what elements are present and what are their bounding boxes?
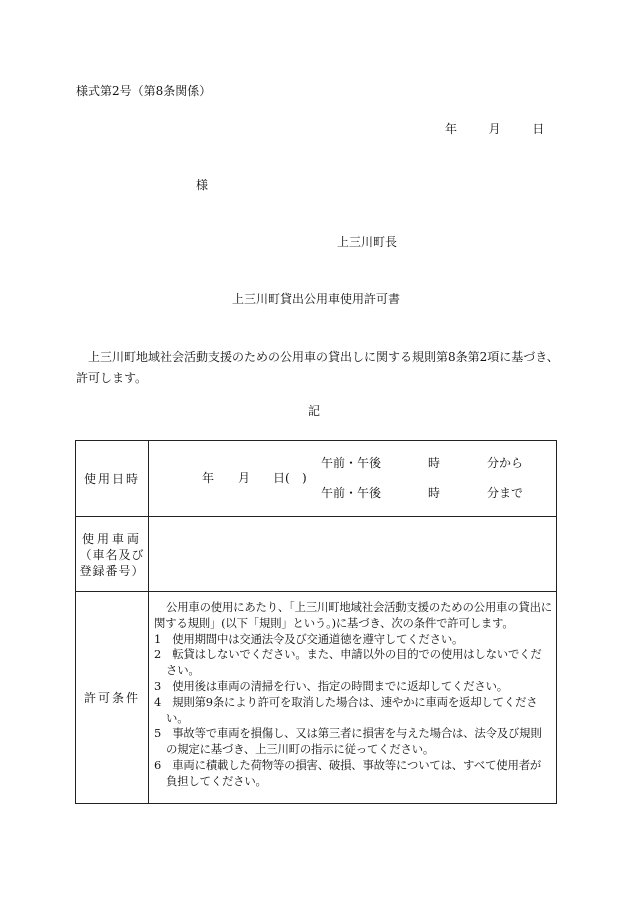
usage-year: 年: [202, 471, 215, 485]
conditions-row: [76, 591, 556, 803]
date-day: 日: [532, 122, 545, 136]
form-number: 様式第2号（第8条関係）: [76, 84, 212, 98]
usage-day-close: ): [302, 471, 307, 485]
ki-heading: 記: [308, 404, 321, 418]
vehicle-label-line1: 使用車両: [81, 531, 142, 546]
permit-table: [75, 440, 557, 804]
condition-item: 3 使用後は車両の清掃を行い、指定の時間までに返却してください。: [154, 678, 508, 693]
start-hour: 時: [428, 456, 441, 470]
vehicle-cell: [149, 517, 556, 591]
body-paragraph: [76, 347, 566, 389]
vehicle-label-line2: （車名及び: [79, 547, 145, 562]
usage-datetime-cell: [149, 441, 556, 516]
condition-item: 1 使用期間中は交通法令及び交通道徳を遵守してください。: [154, 631, 464, 646]
conditions-intro: 公用車の使用にあたり、「上三川町地域社会活動支援のための公用車の貸出に関する規則」(以下「規則」という。)に基づき、次の条件で許可します。: [154, 600, 552, 630]
vehicle-label: [76, 517, 148, 592]
vehicle-row: [76, 516, 556, 591]
conditions-text: [154, 600, 552, 790]
condition-item: 4 規則第9条により許可を取消した場合は、速やかに車両を返却してください。: [154, 694, 538, 725]
date-year: 年: [445, 122, 458, 136]
document-title: 上三川町貸出公用車使用許可書: [232, 292, 401, 306]
usage-datetime-label: 使用日時: [83, 471, 140, 486]
conditions-label: 許可条件: [83, 691, 140, 705]
date-month: 月: [488, 122, 501, 136]
issuer-name: 上三川町長: [337, 235, 398, 249]
date-line: [445, 122, 544, 137]
end-hour: 時: [428, 486, 441, 500]
condition-item: 6 車両に積載した荷物等の損害、破損、事故等については、すべて使用者が負担してください。: [154, 757, 542, 788]
usage-month: 月: [238, 471, 251, 485]
usage-datetime-row: [76, 441, 556, 516]
vehicle-label-line3: 登録番号）: [79, 563, 145, 578]
end-minute: 分まで: [487, 486, 524, 500]
column-divider: [148, 592, 149, 803]
condition-item: 5 事故等で車両を損傷し、又は第三者に損害を与えた場合は、法令及び規則の規定に基づき、上三川町の指示に従ってください。: [154, 726, 542, 757]
end-ampm: 午前・午後: [321, 486, 382, 500]
addressee-suffix: 様: [196, 178, 209, 192]
start-minute: 分から: [487, 456, 524, 470]
start-ampm: 午前・午後: [321, 456, 382, 470]
body-text: 上三川町地域社会活動支援のための公用車の貸出しに関する規則第8条第2項に基づき、許可します。: [76, 350, 559, 385]
usage-day: 日(: [273, 471, 290, 485]
condition-item: 2 転貸はしないでください。また、申請以外の目的での使用はしないでください。: [154, 647, 542, 678]
